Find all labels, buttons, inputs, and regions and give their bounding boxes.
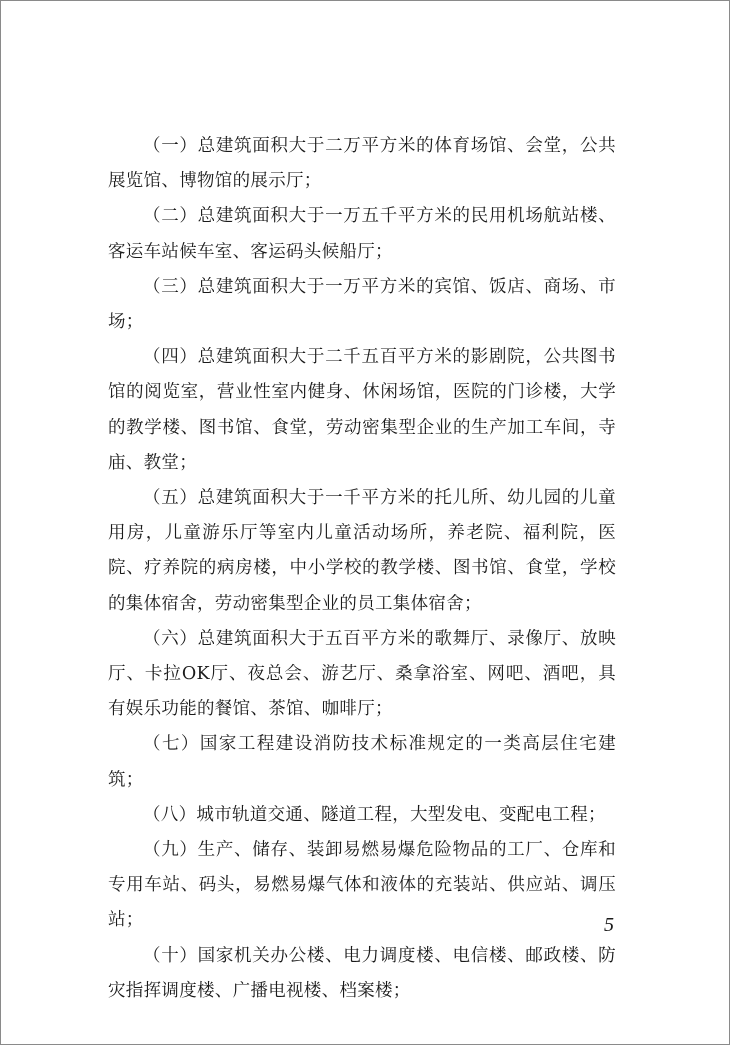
paragraph-item-7: （七）国家工程建设消防技术标准规定的一类高层住宅建筑；: [108, 734, 616, 790]
body-text: [108, 129, 616, 1009]
page-number: 5: [604, 914, 614, 936]
paragraph-item-1: （一）总建筑面积大于二万平方米的体育场馆、会堂，公共展览馆、博物馆的展示厅；: [108, 136, 616, 192]
paragraph-item-4: （四）总建筑面积大于二千五百平方米的影剧院，公共图书馆的阅览室，营业性室内健身、休闲场馆，医院的门诊楼，大学的教学楼、图书馆、食堂，劳动密集型企业的生产加工车间，寺庙、教堂；: [108, 347, 616, 473]
paragraph-item-9: （九）生产、储存、装卸易燃易爆危险物品的工厂、仓库和专用车站、码头，易燃易爆气体和液体的充装站、供应站、调压站；: [108, 840, 616, 931]
paragraph-item-6: （六）总建筑面积大于五百平方米的歌舞厅、录像厅、放映厅、卡拉OK厅、夜总会、游艺厅、桑拿浴室、网吧、酒吧，具有娱乐功能的餐馆、茶馆、咖啡厅；: [108, 628, 616, 720]
paragraph-item-3: （三）总建筑面积大于一万平方米的宾馆、饭店、商场、市场；: [108, 276, 616, 333]
paragraph-item-8: （八）城市轨道交通、隧道工程，大型发电、变配电工程；: [143, 804, 606, 825]
paragraph-item-5: （五）总建筑面积大于一千平方米的托儿所、幼儿园的儿童用房，儿童游乐厅等室内儿童活动场所，养老院、福利院，医院、疗养院的病房楼，中小学校的教学楼、图书馆、食堂，学校的集体宿舍，劳动密集型企业的员工集体宿舍；: [108, 488, 616, 614]
paragraph-item-10: （十）国家机关办公楼、电力调度楼、电信楼、邮政楼、防灾指挥调度楼、广播电视楼、档案楼；: [108, 945, 616, 1001]
paragraph-item-2: （二）总建筑面积大于一万五千平方米的民用机场航站楼、客运车站候车室、客运码头候船厅；: [108, 206, 616, 262]
